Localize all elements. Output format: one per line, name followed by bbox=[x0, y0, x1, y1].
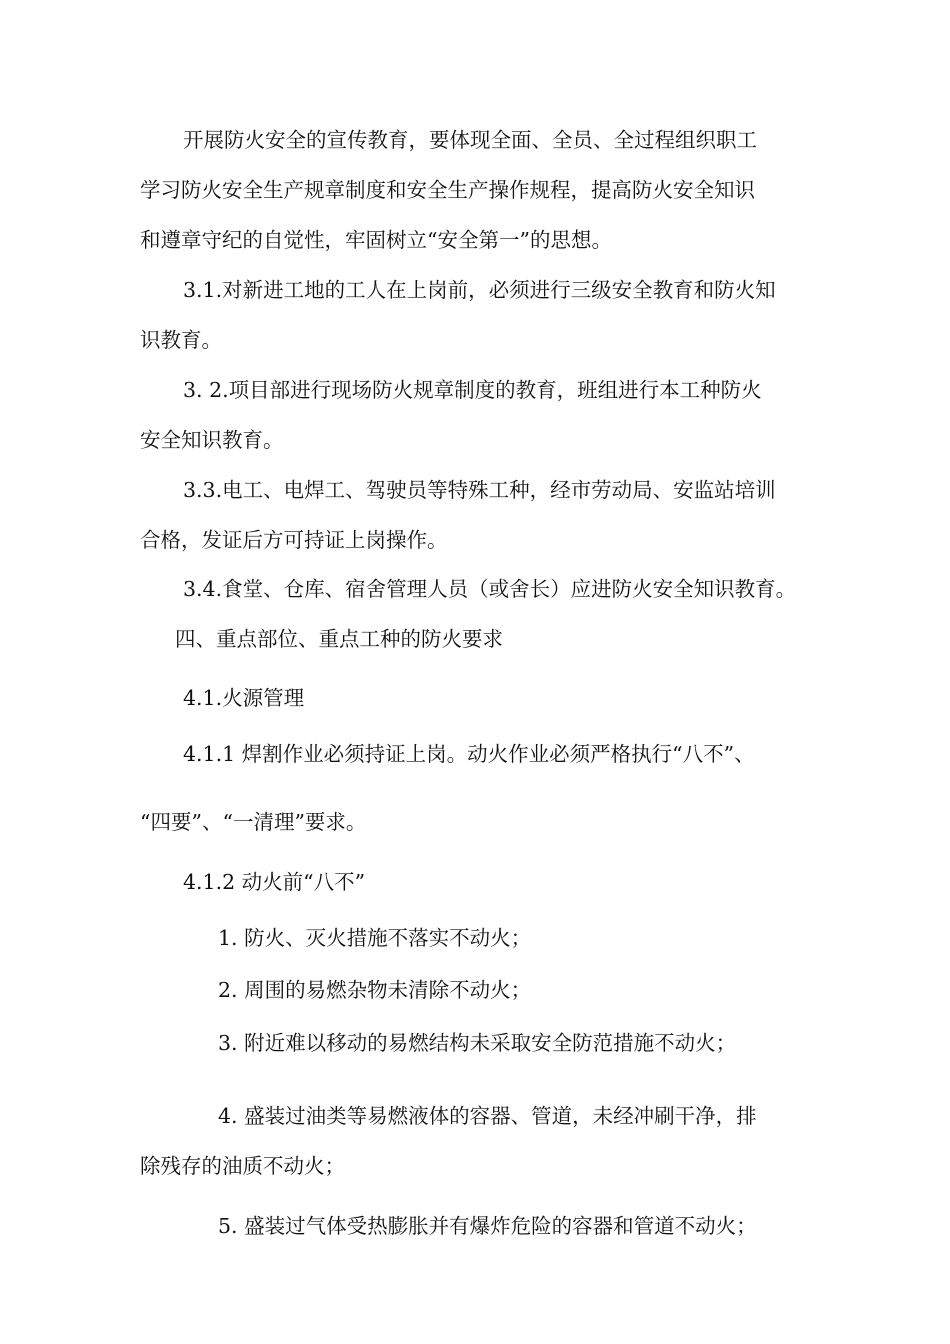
list-item-4: 4. 盛装过油类等易燃液体的容器、管道，未经冲刷干净，排 bbox=[218, 1104, 757, 1128]
list-item-2: 2. 周围的易燃杂物未清除不动火； bbox=[218, 978, 532, 1002]
list-item-4-continued: 除残存的油质不动火； bbox=[140, 1154, 345, 1178]
subsection-heading: 4.1.火源管理 bbox=[183, 686, 305, 710]
paragraph-line-12: “四要”、“一清理”要求。 bbox=[140, 810, 367, 834]
paragraph-line-11: 4.1.1 焊割作业必须持证上岗。动火作业必须严格执行“八不”、 bbox=[183, 742, 755, 766]
sub-subsection-heading: 4.1.2 动火前“八不” bbox=[183, 870, 366, 894]
paragraph-line-4: 3.1.对新进工地的工人在上岗前，必须进行三级安全教育和防火知 bbox=[183, 278, 776, 302]
list-item-3: 3. 附近难以移动的易燃结构未采取安全防范措施不动火； bbox=[218, 1031, 737, 1055]
paragraph-line-8: 3.3.电工、电焊工、驾驶员等特殊工种，经市劳动局、安监站培训 bbox=[183, 478, 776, 502]
paragraph-line-6: 3. 2.项目部进行现场防火规章制度的教育，班组进行本工种防火 bbox=[183, 378, 762, 402]
paragraph-line-3: 和遵章守纪的自觉性，牢固树立“安全第一”的思想。 bbox=[140, 228, 612, 252]
section-heading: 四、重点部位、重点工种的防火要求 bbox=[175, 627, 503, 651]
paragraph-line-9: 合格，发证后方可持证上岗操作。 bbox=[140, 528, 448, 552]
paragraph-line-7: 安全知识教育。 bbox=[140, 428, 284, 452]
list-item-5: 5. 盛装过气体受热膨胀并有爆炸危险的容器和管道不动火； bbox=[218, 1214, 757, 1238]
paragraph-line-5: 识教育。 bbox=[140, 328, 222, 352]
paragraph-line-1: 开展防火安全的宣传教育，要体现全面、全员、全过程组织职工 bbox=[183, 128, 757, 152]
list-item-1: 1. 防火、灭火措施不落实不动火； bbox=[218, 926, 532, 950]
paragraph-line-2: 学习防火安全生产规章制度和安全生产操作规程，提高防火安全知识 bbox=[140, 178, 755, 202]
paragraph-line-10: 3.4.食堂、仓库、宿舍管理人员（或舍长）应进防火安全知识教育。 bbox=[183, 577, 797, 601]
